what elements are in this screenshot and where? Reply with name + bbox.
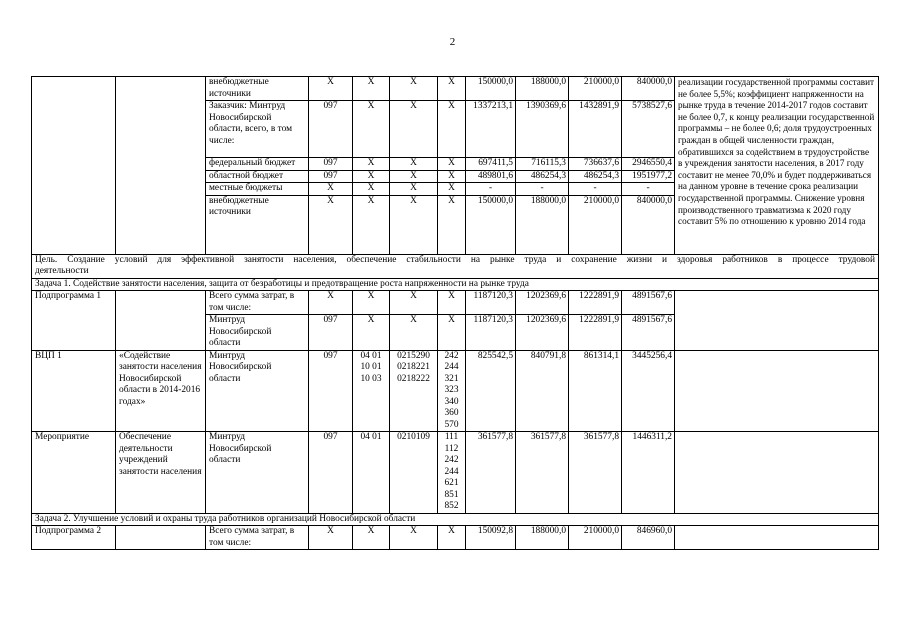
goal-line-1: Цель. Создание условий для эффективной занятости населения, обеспечение стабильности на рынке труда и сохранение жизни и здоровья работников в процессе трудовой: [35, 254, 875, 265]
source-name: федеральный бюджет: [206, 158, 309, 171]
task-1-text: Задача 1. Содействие занятости населения, защита от безработицы и предотвращение роста напряженности на рынке труда: [32, 278, 879, 291]
goal-row: [32, 254, 879, 278]
task-row: [32, 278, 879, 291]
goal-text: [32, 254, 879, 278]
table-row: Подпрограмма 2 Всего сумма затрат, в том числе: X X X X 150092,8 188000,0 210000,0 846960,0: [32, 526, 879, 550]
task-2-text: Задача 2. Улучшение условий и охраны труда работников организаций Новосибирской области: [32, 513, 879, 526]
vcp-1-title: «Содействие занятости населения Новосибирской области в 2014-2016 годах»: [116, 350, 206, 432]
table-row: внебюджетные источники X X X X 150000,0 188000,0 210000,0 840000,0 реализации государственной программы составит не более 5,5%; коэффициент напряженности на рынке труда в течение 2014-2017 годов составит не более 0,7, к концу реализации государственной программы – не более 0,6; доля трудоустроенных граждан в общей численности граждан, обратившихся за содействием в трудоустройстве в учреждения занятости населения, в 2017 году составит не менее 70,0% и будет поддерживаться на данном уровне в течение срока реализации государственной программы. Снижение уровня производственного травматизма к 2020 году составит 5% по отношению к уровню 2014 года: [32, 77, 879, 101]
event-title: Обеспечение деятельности учреждений занятости населения: [116, 432, 206, 514]
vcp-1-label: ВЦП 1: [32, 350, 116, 432]
source-name: Заказчик: Минтруд Новосибирской области, всего, в том числе:: [206, 101, 309, 158]
program-finance-table: [31, 76, 879, 550]
source-name: внебюджетные источники: [206, 77, 309, 101]
table-row: Подпрограмма 1 Всего сумма затрат, в том числе: X X X X 1187120,3 1202369,6 1222891,9 4891567,6: [32, 291, 879, 315]
task-row: [32, 513, 879, 526]
expected-results-note: реализации государственной программы составит не более 5,5%; коэффициент напряженности на рынке труда в течение 2014-2017 годов составит не более 0,7, к концу реализации государственной программы – не более 0,6; доля трудоустроенных граждан в общей численности граждан, обратившихся за содействием в трудоустройстве в учреждения занятости населения, в 2017 году составит не менее 70,0% и будет поддерживаться на данном уровне в течение срока реализации государственной программы. Снижение уровня производственного травматизма к 2020 году составит 5% по отношению к уровню 2014 года: [675, 77, 879, 255]
subprogram-2-label: Подпрограмма 2: [32, 526, 116, 550]
source-name: местные бюджеты: [206, 183, 309, 196]
table-row: Мероприятие Обеспечение деятельности учреждений занятости населения Минтруд Новосибирской области 097 04 01 0210109 111 112 242 244 621 851 852 361577,8 361577,8 361577,8 1446311,2: [32, 432, 879, 514]
goal-line-2: деятельности: [35, 266, 89, 276]
table-row: ВЦП 1 «Содействие занятости населения Новосибирской области в 2014-2016 годах» Минтруд Новосибирской области 097 04 01 10 01 10 03 0215290 0218221 0218222 242 244 321 323 340 360 570 825542,5 840791,8 861314,1 3445256,4: [32, 350, 879, 432]
table-row: областной бюджет 097 X X X 489801,6 486254,3 486254,3 1951977,2: [32, 170, 879, 183]
table-row: внебюджетные источники X X X X 150000,0 188000,0 210000,0 840000,0: [32, 195, 879, 254]
source-name: областной бюджет: [206, 170, 309, 183]
table-row: федеральный бюджет 097 X X X 697411,5 716115,3 736637,6 2946550,4: [32, 158, 879, 171]
source-name: внебюджетные источники: [206, 195, 309, 254]
page-number: 2: [449, 36, 456, 48]
table-row: местные бюджеты X X X X - - - -: [32, 183, 879, 196]
table-row: Минтруд Новосибирской области 097 X X X 1187120,3 1202369,6 1222891,9 4891567,6: [32, 315, 879, 351]
table-row: Заказчик: Минтруд Новосибирской области, всего, в том числе: 097 X X X 1337213,1 1390369,6 1432891,9 5738527,6: [32, 101, 879, 158]
event-label: Мероприятие: [32, 432, 116, 514]
subprogram-1-label: Подпрограмма 1: [32, 291, 116, 351]
